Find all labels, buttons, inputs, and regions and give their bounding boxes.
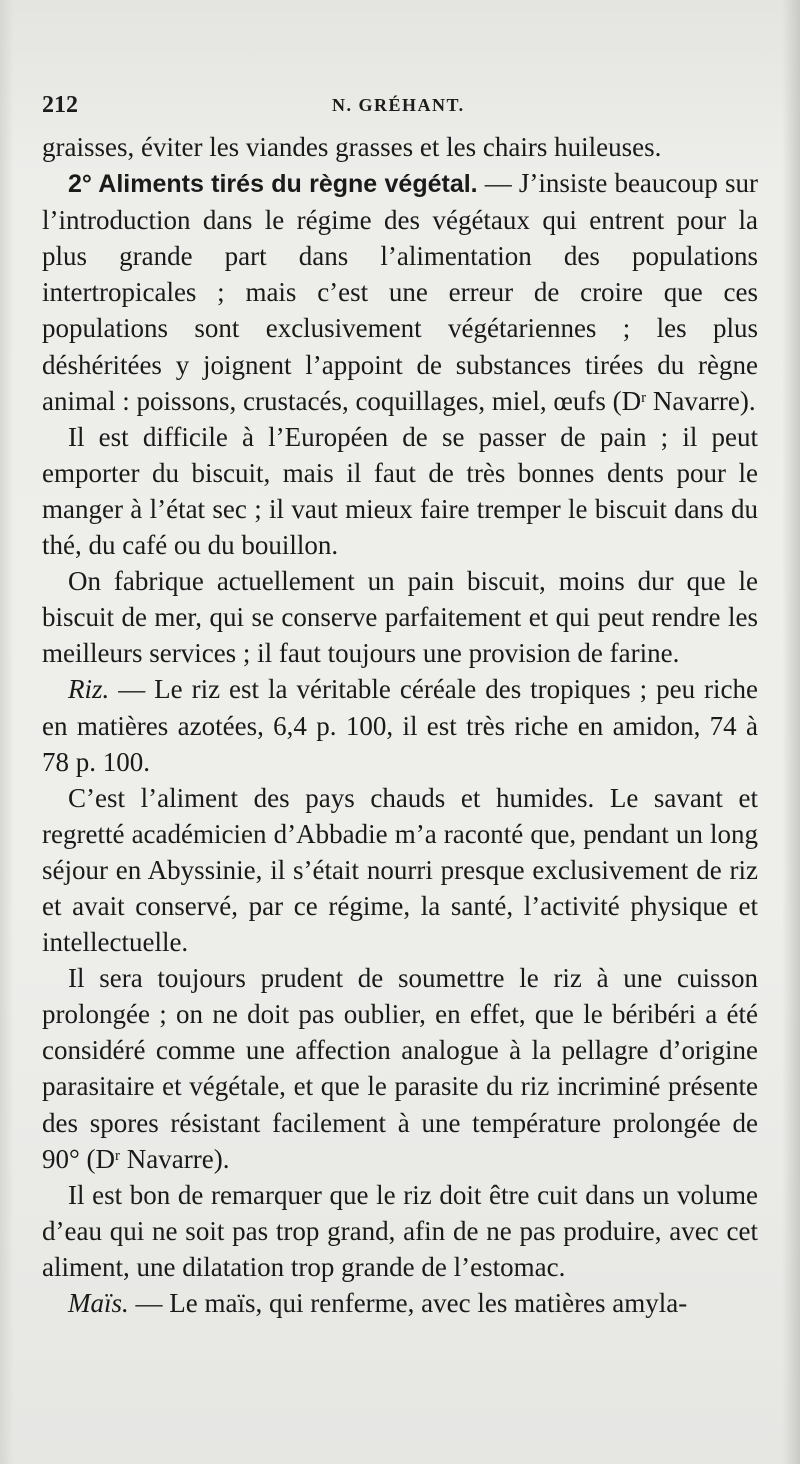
page-right-shadow (782, 0, 800, 1464)
subsection-heading: Riz. (68, 674, 110, 705)
paragraph (42, 960, 758, 1177)
page-header (42, 92, 758, 122)
text-run: Navarre). (646, 385, 756, 416)
paragraph (42, 419, 758, 563)
paragraph (42, 563, 758, 671)
text-run: — Le riz est la véritable céréale des tropiques ; peu riche en matières azotées, 6,4 p. 100, il est très riche en amidon, 74 à 78 p. 100. (42, 674, 758, 777)
subsection-heading: Maïs. (68, 1288, 129, 1318)
paragraph (42, 165, 758, 419)
text-run: C’est l’aliment des pays chauds et humides. Le savant et regretté académicien d’Abbadie m’a raconté que, pendant un long séjour en Abyssinie, il s’était nourri presque exclusivement de riz et avait conservé, par ce régime, la santé, l’activité physique et intellectuelle. (42, 782, 758, 958)
superscript: r (115, 1147, 121, 1164)
text-run: Navarre). (120, 1143, 230, 1174)
section-heading: 2° Aliments tirés du règne végétal. (68, 170, 478, 199)
superscript: r (641, 389, 647, 406)
text-run: Il sera toujours prudent de soumettre le riz à une cuisson prolongée ; on ne doit pas oublier, en effet, que le béribéri a été considéré comme une affection analogue à la pellagre d’origine parasitaire et végétale, et que le parasite du riz incriminé présente des spores résistant facilement à une température prolongée de 90° (D (42, 963, 758, 1174)
paragraph (42, 671, 758, 779)
text-run: Il est bon de remarquer que le riz doit être cuit dans un volume d’eau qui ne soit pas trop grand, afin de ne pas produire, avec cet aliment, une dilatation trop grande de l’estomac. (42, 1179, 758, 1282)
running-head: N. GRÉHANT. (332, 95, 465, 115)
paragraph (42, 129, 758, 165)
page-left-shadow (0, 0, 14, 1464)
text-run: On fabrique actuellement un pain biscuit, moins dur que le biscuit de mer, qui se conserve parfaitement et qui peut rendre les meilleurs services ; il faut toujours une provision de farine. (42, 566, 758, 669)
paragraph (42, 1285, 758, 1321)
text-run: graisses, éviter les viandes grasses et les chairs huileuses. (42, 132, 662, 162)
page-number: 212 (42, 92, 78, 118)
paragraph (42, 1177, 758, 1285)
body-text (42, 129, 758, 1321)
text-run: — Le maïs, qui renferme, avec les matières amyla- (128, 1288, 688, 1318)
text-run: Il est difficile à l’Européen de se passer de pain ; il peut emporter du biscuit, mais il faut de très bonnes dents pour le manger à l’état sec ; il vaut mieux faire tremper le biscuit dans du thé, du café ou du bouillon. (42, 421, 758, 561)
text-run: — J’insiste beaucoup sur l’introduction dans le régime des végétaux qui entrent pour la plus grande part dans l’alimentation des populations intertropicales ; mais c’est une erreur de croire que ces populations sont exclusivement végétariennes ; les plus déshéritées y joignent l’appoint de substances tirées du règne animal : poissons, crustacés, coquillages, miel, œufs (D (42, 168, 758, 416)
paragraph (42, 780, 758, 960)
